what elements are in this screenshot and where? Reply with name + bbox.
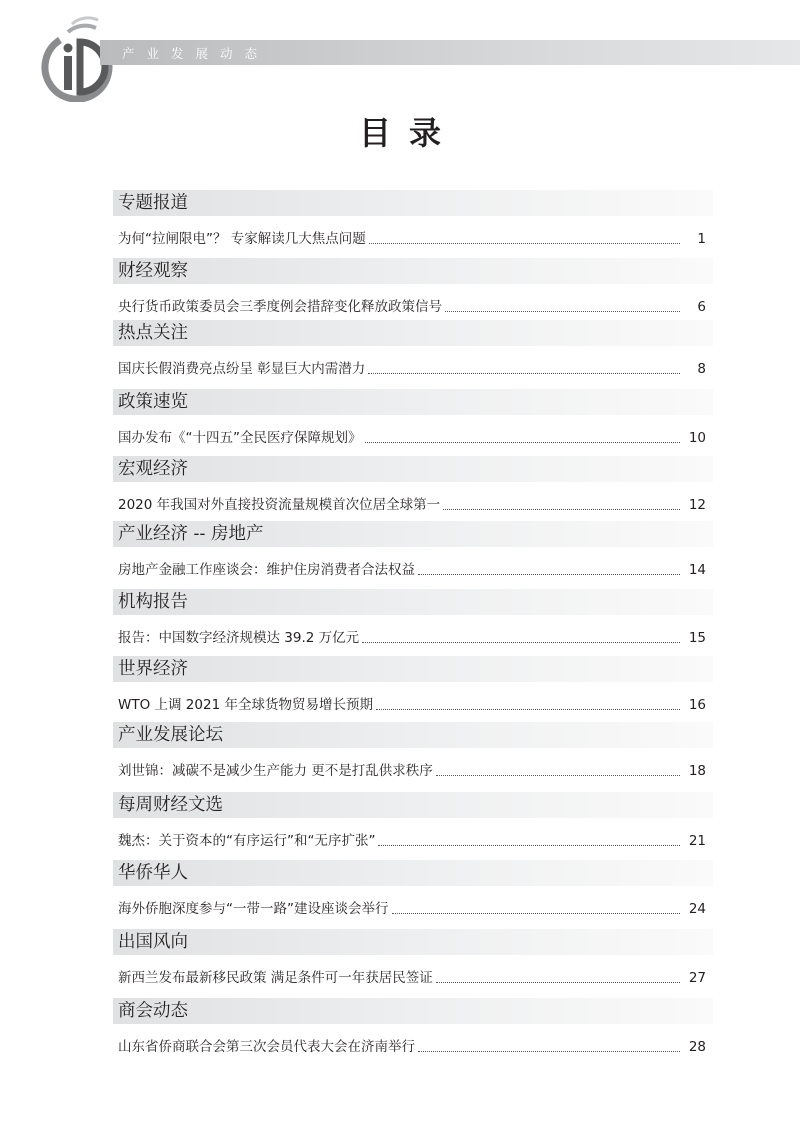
running-header-title: 产业发展动态: [122, 46, 270, 61]
toc-entry-title: 魏杰：关于资本的“有序运行”和“无序扩张”: [118, 833, 376, 849]
toc-entry-page-number: 10: [688, 430, 706, 446]
section-title: 每周财经文选: [118, 795, 223, 815]
toc-entry[interactable]: [118, 230, 706, 248]
toc-entry-page-number: 16: [688, 697, 706, 713]
section-title: 产业发展论坛: [118, 725, 223, 745]
toc-entry-page-number: 6: [697, 299, 706, 315]
section-band: [113, 656, 713, 682]
toc-entry[interactable]: [118, 832, 706, 850]
toc-entry-title: WTO 上调 2021 年全球货物贸易增长预期: [118, 697, 373, 713]
toc-entry-page-number: 21: [688, 833, 706, 849]
toc-entry-title: 央行货币政策委员会三季度例会措辞变化释放政策信号: [118, 299, 442, 315]
dot-leader: [368, 373, 680, 374]
toc-entry[interactable]: [118, 561, 706, 579]
toc-entry[interactable]: [118, 429, 706, 447]
dot-leader: [369, 243, 680, 244]
toc-entry[interactable]: [118, 360, 706, 378]
dot-leader: [392, 913, 681, 914]
section-title: 出国风向: [118, 932, 188, 952]
dot-leader: [436, 775, 680, 776]
toc-entry-page-number: 18: [688, 763, 706, 779]
section-band: [113, 929, 713, 955]
section-title: 财经观察: [118, 261, 188, 281]
toc-entry-page-number: 8: [697, 361, 706, 377]
dot-leader: [418, 574, 680, 575]
section-band: [113, 389, 713, 415]
dot-leader: [376, 709, 680, 710]
section-title: 热点关注: [118, 323, 188, 343]
toc-entry-page-number: 1: [697, 231, 706, 247]
toc-entry-page-number: 12: [688, 497, 706, 513]
toc-entry-page-number: 15: [688, 630, 706, 646]
dot-leader: [436, 982, 680, 983]
toc-entry-page-number: 28: [688, 1039, 706, 1055]
section-title: 专题报道: [118, 193, 188, 213]
section-band: [113, 998, 713, 1024]
toc-entry-title: 国庆长假消费亮点纷呈 彰显巨大内需潜力: [118, 361, 366, 377]
section-band: [113, 258, 713, 284]
section-title: 华侨华人: [118, 863, 188, 883]
dot-leader: [443, 509, 680, 510]
section-band: [113, 860, 713, 886]
toc-entry-title: 报告：中国数字经济规模达 39.2 万亿元: [118, 630, 360, 646]
toc-entry-title: 为何“拉闸限电”？ 专家解读几大焦点问题: [118, 231, 366, 247]
toc-entry-page-number: 24: [688, 901, 706, 917]
section-title: 机构报告: [118, 592, 188, 612]
toc-entry-title: 2020 年我国对外直接投资流量规模首次位居全球第一: [118, 497, 441, 513]
toc-entry-page-number: 27: [688, 970, 706, 986]
section-title: 商会动态: [118, 1001, 188, 1021]
dot-leader: [445, 311, 680, 312]
section-band: [113, 190, 713, 216]
section-title: 政策速览: [118, 392, 188, 412]
dot-leader: [365, 442, 681, 443]
toc-entry[interactable]: [118, 629, 706, 647]
toc-entry-title: 房地产金融工作座谈会：维护住房消费者合法权益: [118, 562, 415, 578]
toc-entry-title: 国办发布《“十四五”全民医疗保障规划》: [118, 430, 362, 446]
toc-entry-title: 刘世锦：减碳不是减少生产能力 更不是打乱供求秩序: [118, 763, 433, 779]
toc-entry[interactable]: [118, 1038, 706, 1056]
toc-entry[interactable]: [118, 900, 706, 918]
page-title: 目录: [358, 114, 459, 152]
section-band: [113, 320, 713, 346]
toc-entry[interactable]: [118, 762, 706, 780]
section-band: [113, 456, 713, 482]
toc-entry[interactable]: [118, 696, 706, 714]
section-title: 世界经济: [118, 659, 188, 679]
toc-entry[interactable]: [118, 298, 706, 316]
toc-entry-title: 山东省侨商联合会第三次会员代表大会在济南举行: [118, 1039, 415, 1055]
section-title: 宏观经济: [118, 459, 188, 479]
dot-leader: [362, 642, 680, 643]
section-title: 产业经济 -- 房地产: [118, 524, 264, 544]
toc-entry-title: 海外侨胞深度参与“一带一路”建设座谈会举行: [118, 901, 389, 917]
toc-entry[interactable]: [118, 969, 706, 987]
toc-entry-title: 新西兰发布最新移民政策 满足条件可一年获居民签证: [118, 970, 433, 986]
dot-leader: [378, 845, 680, 846]
toc-entry[interactable]: [118, 496, 706, 514]
section-band: [113, 589, 713, 615]
toc-entry-page-number: 14: [688, 562, 706, 578]
dot-leader: [418, 1051, 680, 1052]
